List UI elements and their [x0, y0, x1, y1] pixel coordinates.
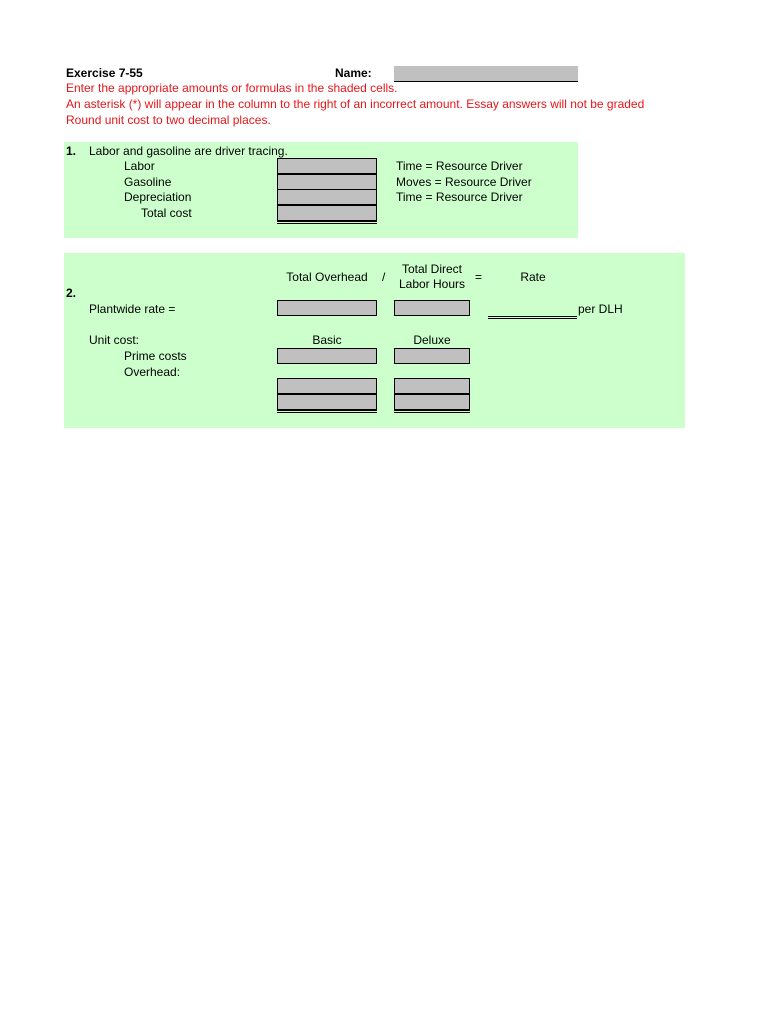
deluxe-prime-costs-cell[interactable] [394, 348, 470, 364]
plantwide-rate-label: Plantwide rate = [89, 302, 176, 316]
basic-column-header: Basic [312, 333, 342, 347]
labor-label: Labor [124, 159, 155, 173]
instruction-line-2: An asterisk (*) will appear in the column to the right of an incorrect amount. Essay answers will not be graded [66, 97, 645, 111]
instruction-line-1: Enter the appropriate amounts or formulas in the shaded cells. [66, 81, 398, 95]
name-input-cell[interactable] [394, 66, 578, 82]
total-cost-amount-cell[interactable] [277, 205, 377, 221]
deluxe-column-header: Deluxe [413, 333, 451, 347]
total-cost-double-underline [277, 221, 377, 224]
depreciation-amount-cell[interactable] [277, 189, 377, 205]
part1-intro: Labor and gasoline are driver tracing. [89, 144, 288, 158]
basic-overhead-cell[interactable] [277, 378, 377, 394]
total-direct-labor-hours-cell[interactable] [394, 300, 470, 316]
header-total-overhead: Total Overhead [286, 270, 368, 284]
header-rate: Rate [520, 270, 546, 284]
part2-number: 2. [66, 286, 77, 300]
deluxe-overhead-cell[interactable] [394, 378, 470, 394]
header-divide-sign: / [382, 270, 386, 284]
deluxe-unit-cost-cell[interactable] [394, 394, 470, 410]
exercise-title: Exercise 7-55 [66, 66, 143, 80]
labor-amount-cell[interactable] [277, 158, 377, 174]
gasoline-label: Gasoline [124, 175, 172, 189]
labor-driver-note: Time = Resource Driver [396, 159, 523, 173]
overhead-label: Overhead: [124, 365, 181, 379]
basic-prime-costs-cell[interactable] [277, 348, 377, 364]
part1-number: 1. [66, 144, 77, 158]
basic-unit-cost-cell[interactable] [277, 394, 377, 410]
prime-costs-label: Prime costs [124, 349, 187, 363]
total-overhead-cell[interactable] [277, 300, 377, 316]
per-dlh-label: per DLH [578, 302, 623, 316]
header-equals-sign: = [475, 270, 483, 284]
depreciation-label: Depreciation [124, 190, 192, 204]
rate-answer-underline[interactable] [488, 316, 577, 319]
header-total-direct-line2: Labor Hours [398, 277, 466, 291]
gasoline-driver-note: Moves = Resource Driver [396, 175, 532, 189]
instruction-line-3: Round unit cost to two decimal places. [66, 113, 271, 127]
name-label: Name: [335, 66, 372, 80]
header-total-direct-line1: Total Direct [401, 262, 463, 276]
depreciation-driver-note: Time = Resource Driver [396, 190, 523, 204]
total-cost-label: Total cost [141, 206, 192, 220]
gasoline-amount-cell[interactable] [277, 174, 377, 190]
deluxe-unit-cost-double-underline [394, 410, 470, 413]
unit-cost-label: Unit cost: [89, 333, 140, 347]
basic-unit-cost-double-underline [277, 410, 377, 413]
